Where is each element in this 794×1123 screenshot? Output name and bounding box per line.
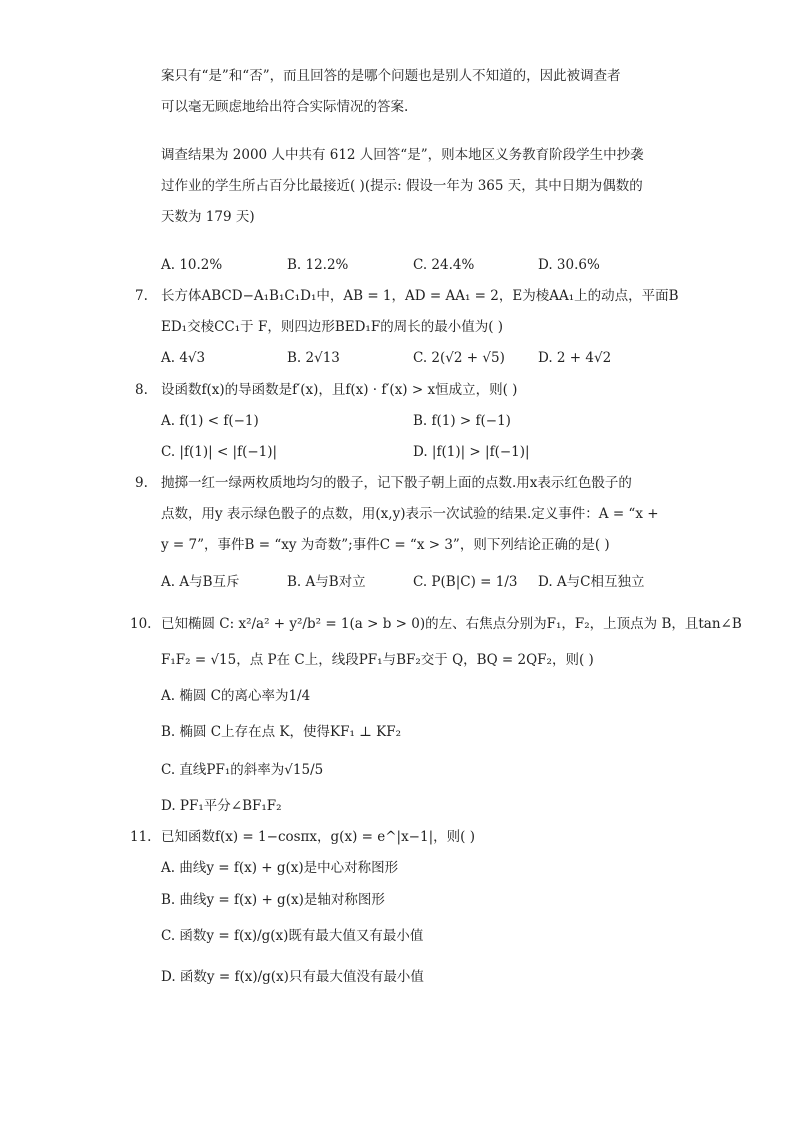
q10-line-1: 已知椭圆 C: x²/a² + y²/b² = 1(a > b > 0)的左、右焦点分别为F₁，F₂，上顶点为 B，且tan∠B [161,616,742,632]
q10-option-c: C. 直线PF₁的斜率为√15/5 [161,762,324,778]
q7-option-b: B. 2√13 [287,350,340,366]
q9-number: 9. [135,475,148,491]
intro-line-3: 调查结果为 2000 人中共有 612 人回答“是”，则本地区义务教育阶段学生中抄袭 [161,147,644,163]
q7-option-d: D. 2 + 4√2 [538,350,612,366]
intro-line-5: 天数为 179 天) [161,209,255,225]
q7-number: 7. [135,288,148,304]
q9-option-c: C. P(B|C) = 1/3 [413,574,518,590]
q11-option-d: D. 函数y = f(x)/g(x)只有最大值没有最小值 [161,969,424,985]
q10-option-a: A. 椭圆 C的离心率为1/4 [161,688,311,704]
q9-line-1: 抛掷一红一绿两枚质地均匀的骰子，记下骰子朝上面的点数.用x表示红色骰子的 [161,475,632,491]
q7-option-a: A. 4√3 [161,350,206,366]
q10-option-d: D. PF₁平分∠BF₁F₂ [161,798,282,814]
q9-option-b: B. A与B对立 [287,574,366,590]
intro-line-1: 案只有“是”和“否”，而且回答的是哪个问题也是别人不知道的，因此被调查者 [161,68,621,84]
intro-line-2: 可以毫无顾虑地给出符合实际情况的答案. [161,99,409,115]
intro-option-c: C. 24.4% [413,257,475,273]
q10-number: 10. [130,616,152,632]
q8-option-b: B. f(1) > f(−1) [413,413,511,429]
q11-option-c: C. 函数y = f(x)/g(x)既有最大值又有最小值 [161,928,424,944]
q9-line-3: y = 7”，事件B = “xy 为奇数”;事件C = “x > 3”，则下列结论正确的是( ) [161,537,610,553]
q10-line-2: F₁F₂ = √15，点 P在 C上，线段PF₁与BF₂交于 Q，BQ = 2QF₂，则( ) [161,652,594,668]
intro-option-b: B. 12.2% [287,257,349,273]
q8-option-d: D. |f(1)| > |f(−1)| [413,444,530,460]
q7-line-2: ED₁交棱CC₁于 F，则四边形BED₁F的周长的最小值为( ) [161,319,504,335]
q8-option-c: C. |f(1)| < |f(−1)| [161,444,278,460]
intro-option-a: A. 10.2% [161,257,223,273]
q11-line-1: 已知函数f(x) = 1−cosπx，g(x) = e^|x−1|，则( ) [161,829,475,845]
q9-option-a: A. A与B互斥 [161,574,240,590]
q7-line-1: 长方体ABCD−A₁B₁C₁D₁中，AB = 1，AD = AA₁ = 2，E为棱AA₁上的动点，平面B [161,288,679,304]
q11-number: 11. [130,829,152,845]
intro-option-d: D. 30.6% [538,257,600,273]
q11-option-a: A. 曲线y = f(x) + g(x)是中心对称图形 [161,860,399,876]
intro-line-4: 过作业的学生所占百分比最接近( )(提示: 假设一年为 365 天，其中日期为偶数的 [161,178,643,194]
q9-line-2: 点数，用y 表示绿色骰子的点数，用(x,y)表示一次试验的结果.定义事件：A = “x + [161,506,659,522]
q8-line-1: 设函数f(x)的导函数是f′(x)，且f(x) · f′(x) > x恒成立，则( ) [161,382,518,398]
q8-option-a: A. f(1) < f(−1) [161,413,259,429]
q11-option-b: B. 曲线y = f(x) + g(x)是轴对称图形 [161,892,385,908]
q8-number: 8. [135,382,148,398]
q9-option-d: D. A与C相互独立 [538,574,645,590]
q10-option-b: B. 椭圆 C上存在点 K，使得KF₁ ⊥ KF₂ [161,724,402,740]
q7-option-c: C. 2(√2 + √5) [413,350,505,366]
